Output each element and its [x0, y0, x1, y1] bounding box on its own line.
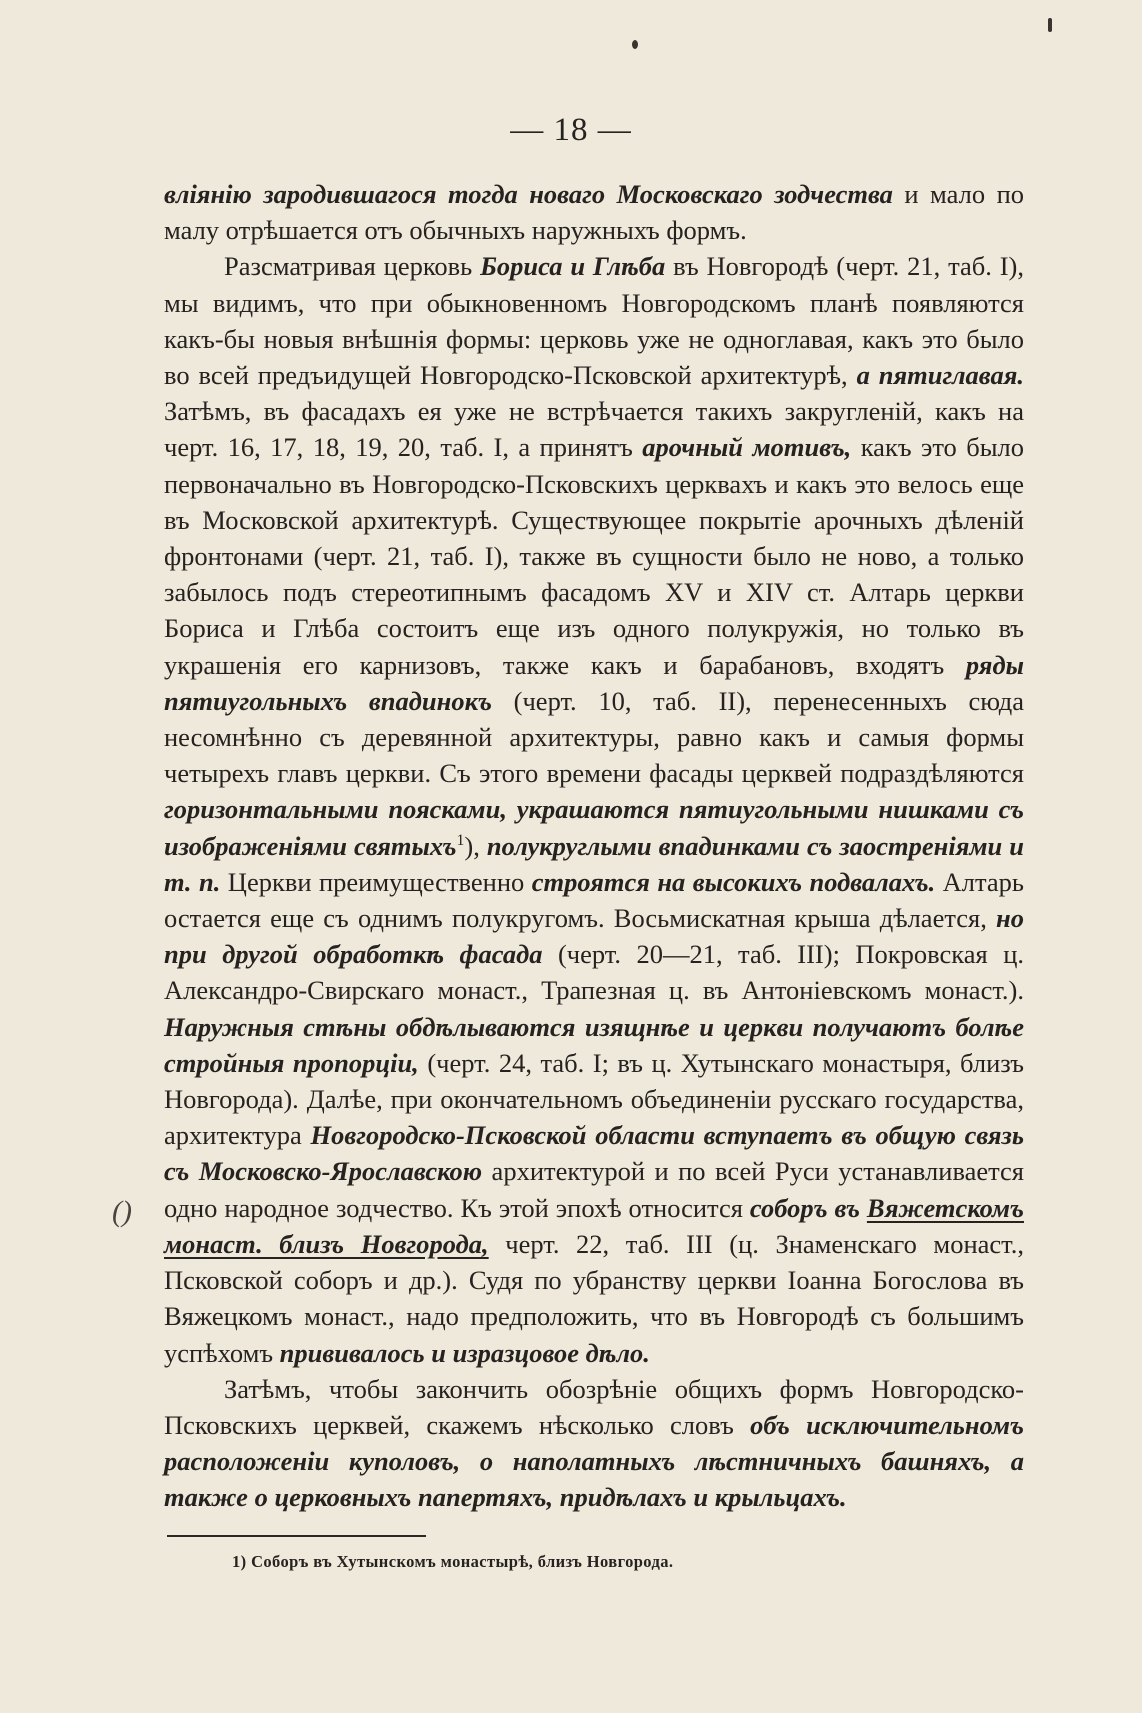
paragraph	[164, 248, 1024, 1370]
text-run: Разсматривая церковь	[224, 251, 481, 282]
text-run: черт. 22, таб. III (ц. Знаменскаго монаст., Псковской соборъ и др.). Судя по убранству церкви Іоанна Богослова въ Вяжецкомъ монаст., надо предположить, что въ Новгородѣ съ большимъ успѣхомъ	[164, 1228, 1024, 1368]
italic-text: Наружныя стѣны обдѣлываются изящнѣе и церкви получаютъ болѣе стройныя пропорціи,	[164, 1011, 1024, 1078]
text-run: (черт. 20—21, таб. III); Покровская ц. Александро-Свирскаго монаст., Трапезная ц. въ Антоніевскомъ монаст.).	[164, 939, 1024, 1006]
italic-text: Новгородско-Псковской области вступаетъ въ общую связь съ Московско-Ярославскою	[164, 1120, 1024, 1187]
text-run: (черт. 24, таб. I; въ ц. Хутынскаго монастыря, близъ Новгорода). Далѣе, при окончательномъ объединеніи русскаго государства, архитектура	[164, 1047, 1024, 1151]
margin-mark: ()	[112, 1195, 132, 1228]
text-run: Затѣмъ, въ фасадахъ ея уже не встрѣчается такихъ закругленій, какъ на черт. 16, 17, 18, 19, 20, таб. I, а принятъ	[164, 396, 1024, 463]
italic-text: Вяжетскомъ монаст. близъ Новгорода,	[164, 1192, 1025, 1259]
paragraph	[164, 176, 1024, 248]
italic-text: строятся на высокихъ подвалахъ.	[531, 866, 936, 897]
italic-text: соборъ въ	[749, 1192, 867, 1223]
text-run: (черт. 10, таб. II), перенесенныхъ сюда несомнѣнно съ деревянной архитектуры, равно какъ и самыя формы четырехъ главъ церкви. Съ этого времени фасады церквей подраздѣляются	[164, 685, 1024, 789]
italic-text: вліянію зародившагося тогда новаго Московскаго зодчества	[164, 179, 893, 209]
text-run: ),	[464, 830, 487, 861]
footnote-rule	[167, 1535, 426, 1537]
italic-text: ряды пятиугольныхъ впадинокъ	[164, 649, 1024, 716]
italic-text: но при другой обработкѣ фасада	[164, 903, 1024, 970]
body-text	[164, 176, 1024, 1516]
text-run: архитектурой и по всей Руси устанавливается одно народное зодчество. Къ этой эпохѣ относится	[164, 1156, 1024, 1223]
italic-text: полукруглыми впадинками съ заостреніями и т. п.	[164, 830, 1025, 897]
text-run: какъ это было первоначально въ Новгородско-Псковскихъ церквахъ и какъ это велось еще въ Московской архитектурѣ. Существующее покрытіе арочныхъ дѣленій фронтонами (черт. 21, таб. I), также въ сущности было не ново, а только забылось подъ стереотипнымъ фасадомъ XV и XIV ст. Алтарь церкви Бориса и Глѣба состоитъ еще изъ одного полукружія, но только въ украшенія его карнизовъ, также какъ и барабановъ, входятъ	[164, 432, 1024, 680]
italic-text: горизонтальными поясками, украшаются пятиугольными нишками съ изображеніями святыхъ	[164, 794, 1024, 861]
text-run: Церкви преимущественно	[220, 866, 532, 897]
ink-speck	[1048, 18, 1052, 32]
text-run: и мало по малу отрѣшается отъ обычныхъ наружныхъ формъ.	[164, 179, 1025, 246]
page-number: — 18 —	[510, 112, 632, 148]
italic-text: Бориса и Глѣба	[480, 251, 666, 282]
footnote: 1) Соборъ въ Хутынскомъ монастырѣ, близъ Новгорода.	[232, 1552, 674, 1571]
footnote-ref: 1	[456, 831, 465, 849]
text-run: въ Новгородѣ (черт. 21, таб. I), мы видимъ, что при обыкновенномъ Новгородскомъ планѣ появляются какъ-бы новыя внѣшнія формы: церковь уже не одноглавая, какъ это было во всей предъидущей Новгородско-Псковской архитектурѣ,	[164, 251, 1024, 391]
italic-text: арочный мотивъ,	[642, 432, 852, 463]
italic-text: прививалось и изразцовое дѣло.	[279, 1337, 650, 1368]
paragraph	[164, 1371, 1024, 1516]
italic-text: а пятиглавая.	[856, 360, 1024, 391]
italic-text: объ исключительномъ расположеніи куполовъ, о наполатныхъ лѣстничныхъ башняхъ, а также о церковныхъ папертяхъ, придѣлахъ и крыльцахъ.	[164, 1409, 1024, 1513]
text-run: Алтарь остается еще съ однимъ полукругомъ. Восьмискатная крыша дѣлается,	[164, 866, 1025, 934]
ink-speck	[632, 40, 638, 49]
text-run: Затѣмъ, чтобы закончить обозрѣніе общихъ формъ Новгородско-Псковскихъ церквей, скажемъ нѣсколько словъ	[164, 1373, 1024, 1440]
